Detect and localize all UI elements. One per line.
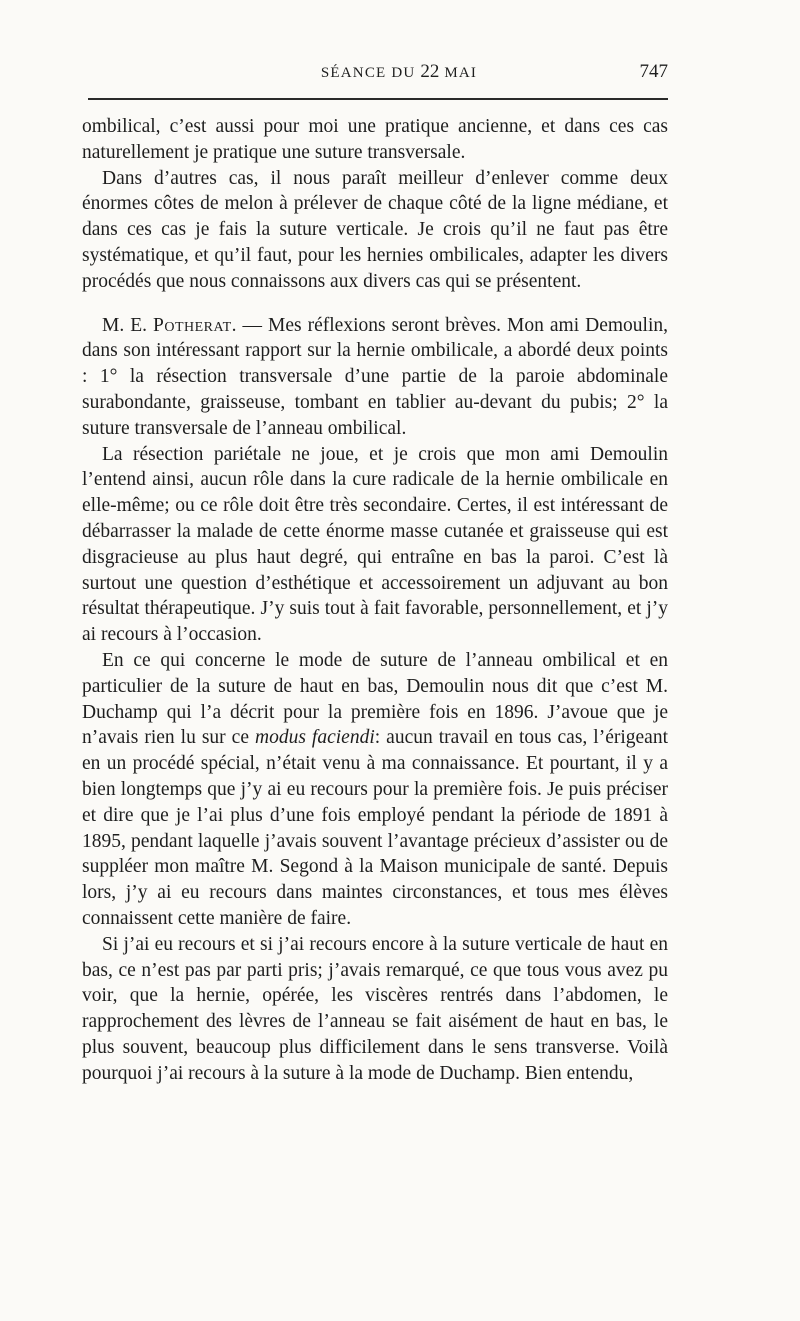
speaker-name: Potherat [153,314,232,336]
italic-phrase: modus faciendi [255,727,375,749]
body-text [82,114,668,1086]
header-rule [88,98,668,100]
paragraph: La résection pariétale ne joue, et je crois que mon ami Demoulin l’entend ainsi, aucun rôle dans la cure radicale de la hernie ombilicale en elle-même; ou ce rôle doit être très secondaire. Certes, il est intéressant de débarrasser la malade de cette énorme masse cutanée et graisseuse qui est disgracieuse au plus haut degré, qui entraîne en bas la paroi. C’est là surtout une question d’esthétique et accessoirement un adjuvant au bon résultat thérapeutique. J’y suis tout à fait favorable, personnellement, et j’y ai recours à l’occasion. [82,443,668,646]
speaker-prefix: M. E. [102,314,154,336]
paragraph-text: : aucun travail en tous cas, l’érigeant en un procédé spécial, n’était venu à ma connaissance. Et pourtant, il y a bien longtemps que j’y ai eu recours pour la première fois. Je puis préciser et dire que je l’ai plus d’une fois employé pendant la période de 1891 à 1895, pendant laquelle j’avais souvent l’avantage précieux d’assister ou de suppléer mon maître M. Segond à la Maison municipale de santé. Depuis lors, j’y ai eu recours dans maintes circonstances, et tous mes élèves connaissent cette manière de faire. [82,727,668,929]
paragraph-speaker [82,313,668,442]
paragraph: Si j’ai eu recours et si j’ai recours encore à la suture verticale de haut en bas, ce n’est pas par parti pris; j’avais remarqué, ce que tous vous avez pu voir, que la hernie, opérée, les viscères rentrés dans l’abdomen, le rapprochement des lèvres de l’anneau se fait aisément de haut en bas, le plus souvent, beaucoup plus difficilement dans le sens transverse. Voilà pourquoi j’ai recours à la suture à la mode de Duchamp. Bien entendu, [82,933,668,1084]
paragraph-text: En ce qui concerne le mode de suture de l’anneau ombilical et en particulier de la suture de haut en bas, Demoulin nous dit que c’est M. Duchamp qui l’a décrit pour la première fois en 1896. J’avoue que je n’avais rien lu sur ce [82,649,668,749]
paragraph: Dans d’autres cas, il nous paraît meilleur d’enlever comme deux énormes côtes de melon à prélever de chaque côté de la ligne médiane, et dans ces cas je fais la suture verticale. Je crois qu’il ne faut pas être systématique, et qu’il faut, pour les hernies ombilicales, adapter les divers procédés que nous connaissons aux divers cas qui se présentent. [82,167,668,292]
running-head [82,58,668,86]
running-title-part2: MAI [439,65,478,81]
running-title [82,58,668,87]
paragraph [82,648,668,932]
paragraph-continued: ombilical, c’est aussi pour moi une pratique ancienne, et dans ces cas naturellement je pratique une suture transversale. [82,116,668,163]
page-number: 747 [639,61,668,82]
running-title-part1: SÉANCE DU [320,65,421,81]
speaker-remarks: . — Mes réflexions seront brèves. Mon ami Demoulin, dans son intéressant rapport sur la hernie ombilicale, a abordé deux points : 1° la résection transversale d’une partie de la paroie abdominale surabondante, graisseuse, tombant en tablier au-devant du pubis; 2° la suture transversale de l’anneau ombilical. [82,314,668,439]
running-title-day: 22 [420,61,440,82]
